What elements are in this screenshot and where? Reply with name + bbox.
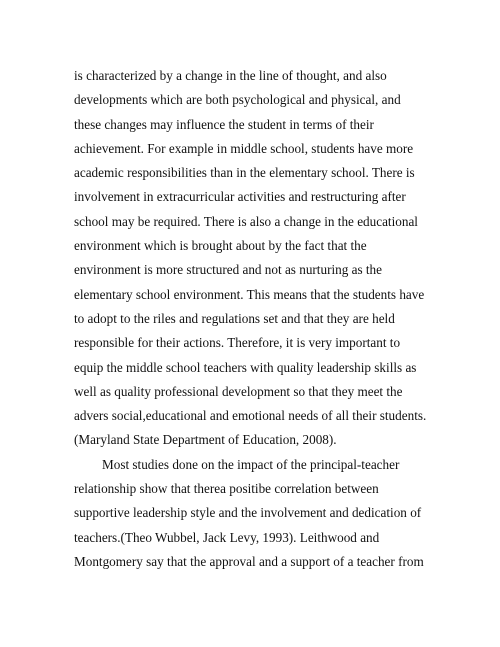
text-line: equip the middle school teachers with quality leadership skills as [74, 359, 417, 375]
text-line: to adopt to the riles and regulations set and that they are held [74, 310, 395, 326]
text-line: achievement. For example in middle school, students have more [74, 140, 414, 156]
text-line: responsible for their actions. Therefore, it is very important to [74, 335, 401, 351]
text-line: well as quality professional development so that they meet the [74, 383, 403, 399]
text-line: elementary school environment. This means that the students have [74, 286, 425, 302]
text-line: relationship show that therea positibe correlation between [74, 481, 379, 497]
text-line: environment which is brought about by the fact that the [74, 238, 367, 254]
text-line: Montgomery say that the approval and a support of a teacher from [74, 553, 424, 569]
text-line: academic responsibilities than in the elementary school. There is [74, 165, 415, 181]
text-line: (Maryland State Department of Education, 2008). [74, 432, 337, 448]
text-line: developments which are both psychological and physical, and [74, 92, 401, 108]
body-text [74, 64, 434, 574]
text-line: these changes may influence the student in terms of their [74, 116, 374, 132]
text-line: school may be required. There is also a change in the educational [74, 213, 418, 229]
text-line: advers social,educational and emotional needs of all their students. [74, 408, 427, 424]
text-line: environment is more structured and not as nurturing as the [74, 262, 383, 278]
text-line: Most studies done on the impact of the principal-teacher [102, 456, 400, 472]
text-line: teachers.(Theo Wubbel, Jack Levy, 1993). Leithwood and [74, 529, 380, 545]
paragraph-1 [74, 64, 434, 453]
text-line: involvement in extracurricular activities and restructuring after [74, 189, 406, 205]
paragraph-2 [74, 453, 434, 574]
text-line: supportive leadership style and the involvement and dedication of [74, 505, 422, 521]
text-line: is characterized by a change in the line of thought, and also [74, 68, 387, 83]
